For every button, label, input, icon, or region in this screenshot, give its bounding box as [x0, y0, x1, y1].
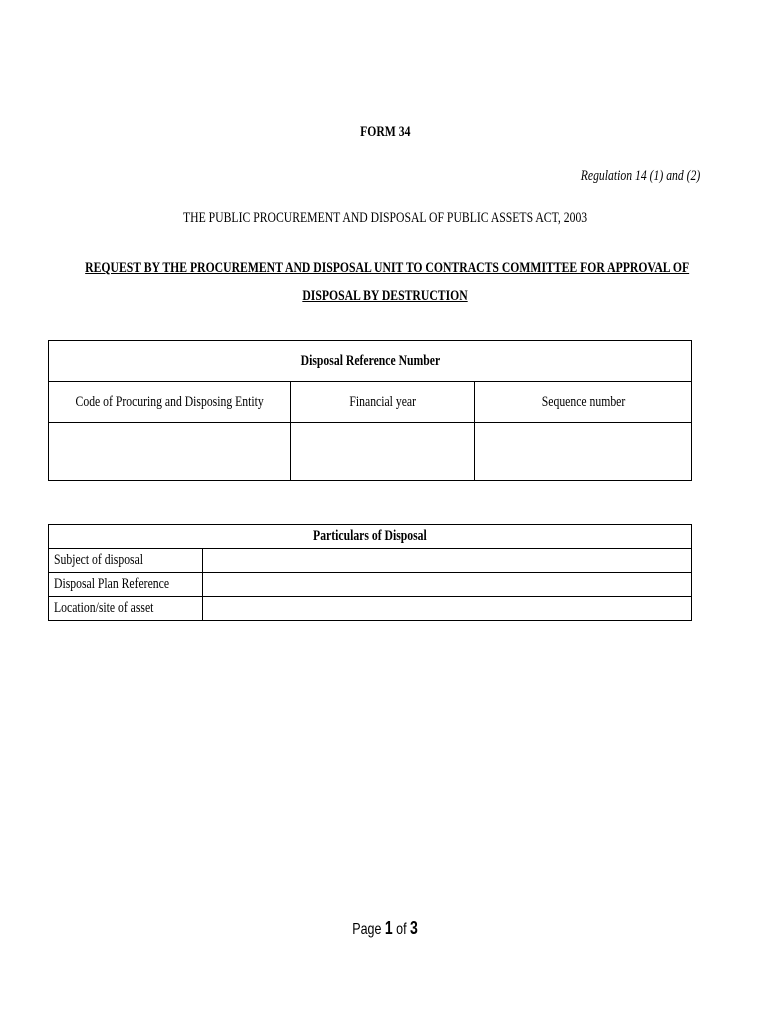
location-of-asset-field[interactable]: [203, 597, 692, 621]
regulation-text: Regulation 14 (1) and (2): [580, 168, 700, 184]
particulars-title: [49, 525, 692, 549]
column-financial-year: [291, 382, 475, 423]
disposal-reference-table: [48, 340, 692, 481]
location-of-asset-label: [49, 597, 203, 621]
column-sequence-number: [475, 382, 692, 423]
page-separator: of: [396, 921, 407, 938]
disposal-reference-title-text: Disposal Reference Number: [300, 352, 440, 369]
column-sequence-number-label: Sequence number: [541, 393, 625, 410]
financial-year-field[interactable]: [291, 423, 475, 481]
particulars-table: [48, 524, 692, 621]
form-number-text: FORM 34: [359, 124, 411, 140]
row-label: Subject of disposal: [54, 552, 144, 568]
column-entity-code-label: Code of Procuring and Disposing Entity: [75, 393, 264, 410]
regulation-reference: [547, 168, 700, 185]
request-heading-line2: DISPOSAL BY DESTRUCTION: [302, 288, 468, 304]
column-financial-year-label: Financial year: [349, 393, 417, 410]
total-pages: 3: [409, 918, 418, 938]
request-heading: [0, 254, 770, 310]
row-label: Location/site of asset: [54, 600, 154, 616]
subject-of-disposal-field[interactable]: [203, 549, 692, 573]
request-heading-line1: REQUEST BY THE PROCUREMENT AND DISPOSAL UNIT TO CONTRACTS COMMITTEE FOR APPROVAL OF: [85, 260, 690, 276]
table-row: [49, 597, 692, 621]
form-number: [0, 124, 770, 141]
page-number-footer: [0, 918, 770, 939]
page-number: [352, 918, 418, 939]
sequence-number-field[interactable]: [475, 423, 692, 481]
entity-code-field[interactable]: [49, 423, 291, 481]
page-prefix: Page: [352, 921, 382, 938]
disposal-plan-reference-label: [49, 573, 203, 597]
subject-of-disposal-label: [49, 549, 203, 573]
current-page: 1: [384, 918, 393, 938]
act-title: [0, 210, 770, 227]
table-row: [49, 573, 692, 597]
table-row: [49, 549, 692, 573]
column-entity-code: [49, 382, 291, 423]
disposal-reference-title: [49, 341, 692, 382]
particulars-title-text: Particulars of Disposal: [313, 528, 427, 544]
disposal-plan-reference-field[interactable]: [203, 573, 692, 597]
act-title-text: THE PUBLIC PROCUREMENT AND DISPOSAL OF PUBLIC ASSETS ACT, 2003: [182, 210, 588, 226]
row-label: Disposal Plan Reference: [54, 576, 170, 592]
